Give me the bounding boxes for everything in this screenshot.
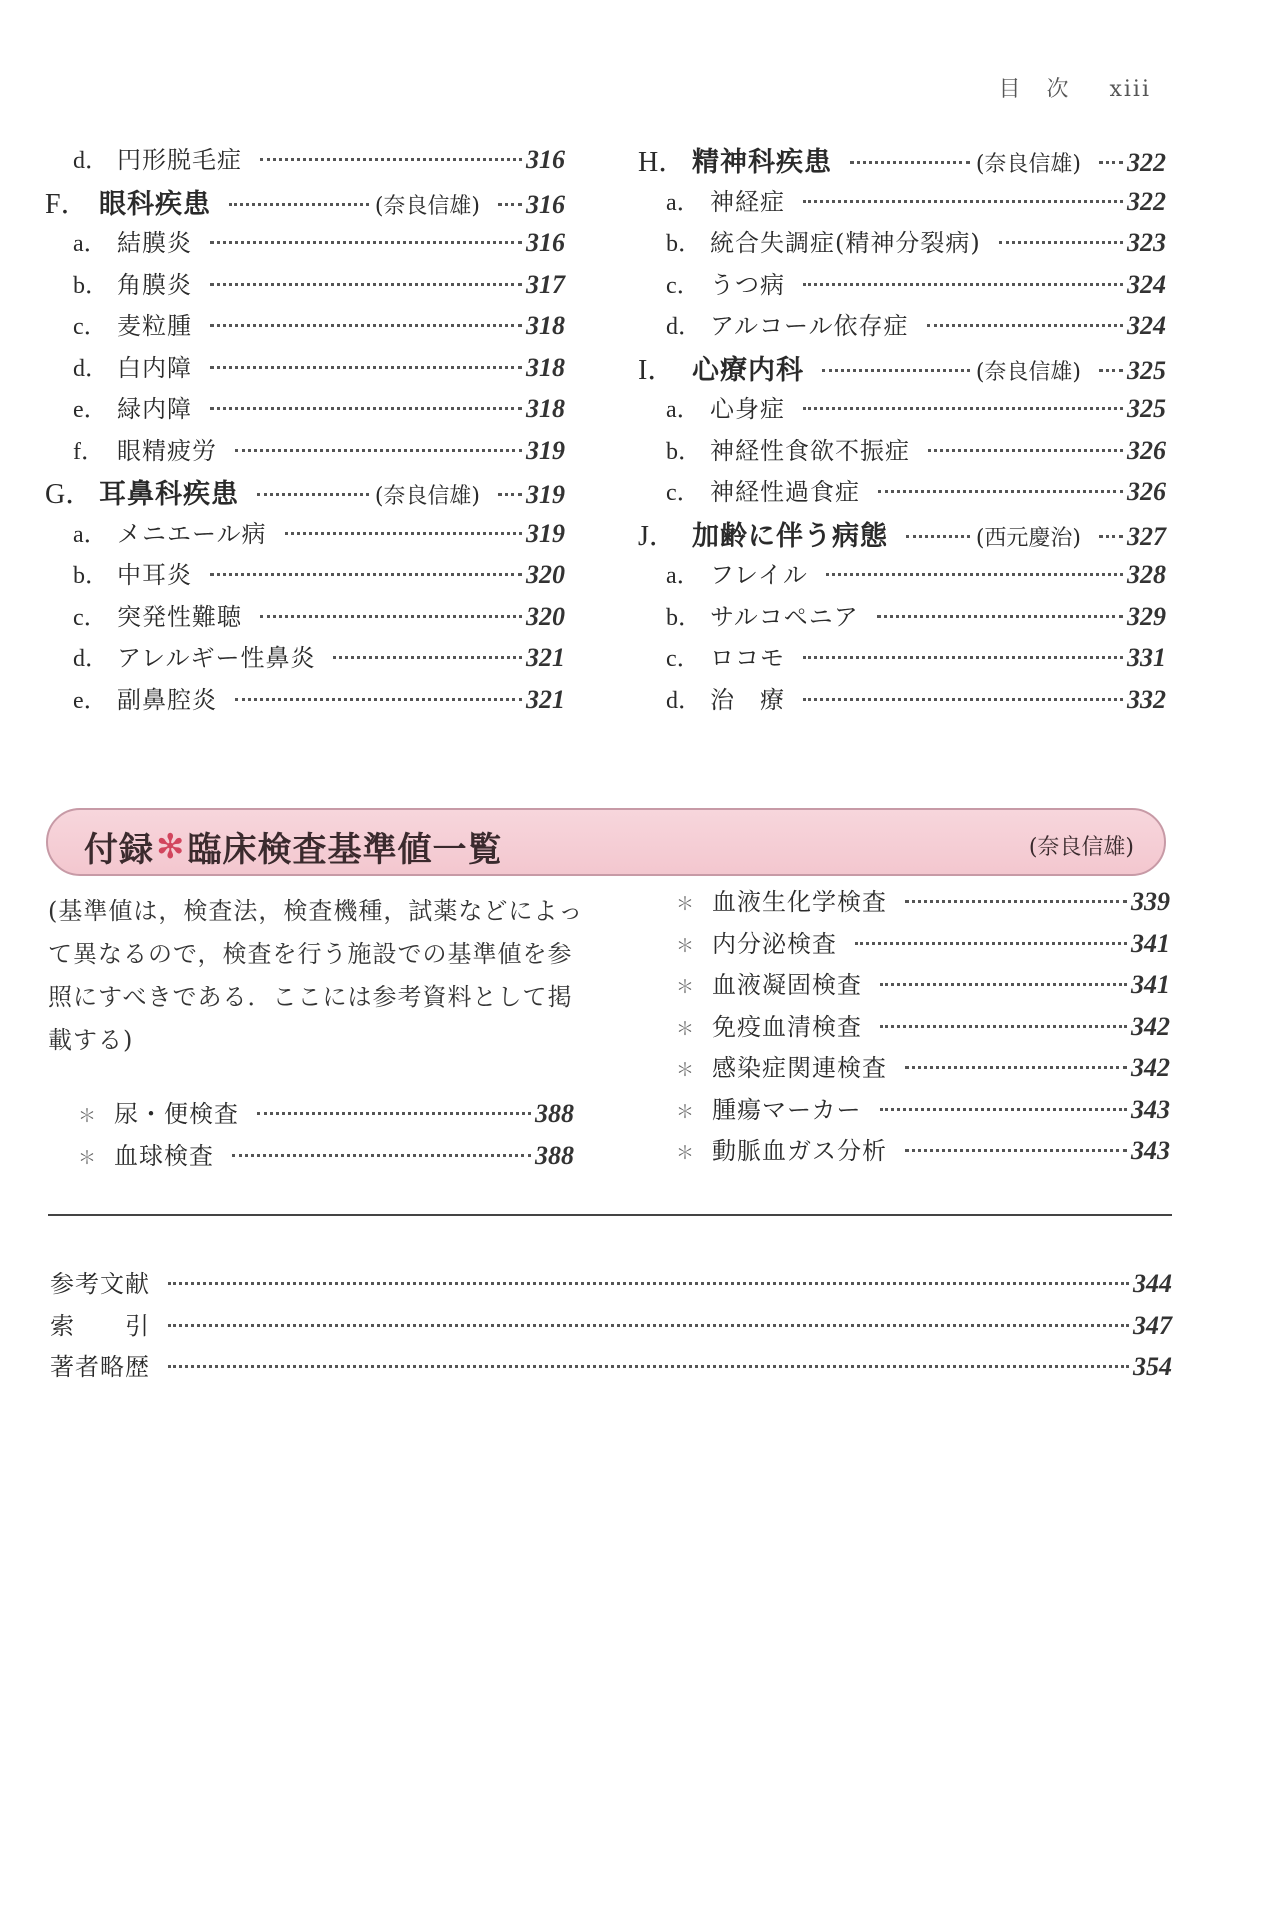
toc-entry[interactable] xyxy=(45,680,565,722)
leader-dots xyxy=(168,1282,1129,1285)
entry-letter: a． xyxy=(73,521,108,548)
leader-dots xyxy=(260,615,522,618)
entry-title: メニエール病 xyxy=(117,519,267,548)
entry-page-number: 316 xyxy=(526,189,565,219)
toc-entry[interactable] xyxy=(45,431,565,473)
leader-dots xyxy=(1099,535,1123,538)
entry-letter: b． xyxy=(73,272,109,299)
entry-title: サルコペニア xyxy=(710,602,859,631)
entry-label xyxy=(666,306,909,341)
entry-title: 副鼻腔炎 xyxy=(117,685,217,714)
entry-label xyxy=(638,514,888,554)
entry-page-number: 344 xyxy=(1133,1269,1172,1298)
leader-dots xyxy=(855,942,1127,945)
leader-dots xyxy=(905,1149,1127,1152)
entry-title: 神経性過食症 xyxy=(710,478,860,506)
leader-dots xyxy=(880,1025,1127,1028)
leader-dots xyxy=(1099,369,1123,372)
entry-label xyxy=(638,348,804,388)
leader-dots xyxy=(999,241,1123,244)
entry-title: 神経性食欲不振症 xyxy=(710,436,910,465)
toc-entry[interactable] xyxy=(45,555,565,597)
toc-entry[interactable] xyxy=(638,472,1166,514)
entry-page-number: 331 xyxy=(1127,643,1166,672)
leader-dots xyxy=(210,324,522,327)
flower-icon: ✻ xyxy=(156,826,186,867)
entry-page-number: 388 xyxy=(535,1140,574,1170)
toc-section-entry[interactable] xyxy=(45,182,565,224)
toc-left-column xyxy=(45,140,565,721)
asterisk-icon: ＊ xyxy=(676,935,694,957)
leader-dots xyxy=(803,656,1123,659)
leader-dots xyxy=(210,283,522,286)
leader-dots xyxy=(1099,161,1123,164)
entry-title: 免疫血清検査 xyxy=(712,1012,862,1041)
entry-title: 感染症関連検査 xyxy=(712,1054,887,1082)
asterisk-icon: ＊ xyxy=(676,1101,694,1123)
entry-page-number: 327 xyxy=(1127,521,1166,551)
asterisk-icon: ＊ xyxy=(676,977,694,998)
entry-page-number: 321 xyxy=(526,643,565,672)
leader-dots xyxy=(229,203,369,206)
entry-letter: H． xyxy=(638,147,687,178)
appendix-note: (基準値は，検査法，検査機種，試薬などによって異なるので，検査を行う施設での基準値を参照にすべきである．ここには参考資料として掲載する) xyxy=(48,897,584,1054)
entry-title: 統合失調症(精神分裂病) xyxy=(710,229,981,257)
leader-dots xyxy=(906,535,970,538)
appendix-title-suffix: 臨床検査基準値一覧 xyxy=(187,830,503,870)
leader-dots xyxy=(210,407,522,410)
toc-entry[interactable] xyxy=(638,306,1166,348)
appendix-entry[interactable] xyxy=(78,1136,574,1178)
entry-page-number: 354 xyxy=(1133,1352,1172,1381)
leader-dots xyxy=(232,1154,531,1157)
entry-title: 白内障 xyxy=(117,353,192,382)
entry-title: 結膜炎 xyxy=(117,229,192,257)
header-title: 目 次 xyxy=(998,77,1071,102)
entry-page-number: 325 xyxy=(1127,394,1166,423)
toc-entry[interactable] xyxy=(45,306,565,348)
running-header xyxy=(998,72,1151,103)
appendix-entry[interactable] xyxy=(676,965,1170,1007)
entry-label xyxy=(666,182,785,217)
entry-label xyxy=(666,389,785,424)
entry-letter: d． xyxy=(73,148,109,174)
entry-title: うつ病 xyxy=(710,270,785,299)
header-page-number: xiii xyxy=(1109,77,1151,102)
toc-section-entry[interactable] xyxy=(638,140,1166,182)
toc-entry[interactable] xyxy=(638,555,1166,597)
entry-letter: b． xyxy=(666,604,702,631)
back-matter-entry[interactable] xyxy=(50,1264,1172,1306)
entry-letter: c． xyxy=(666,272,701,299)
asterisk-icon: ＊ xyxy=(676,1143,694,1164)
entry-page-number: 341 xyxy=(1131,970,1170,999)
appendix-banner xyxy=(46,808,1166,876)
entry-letter: F． xyxy=(45,188,89,220)
appendix-entry[interactable] xyxy=(676,1090,1170,1132)
entry-title: 加齢に伴う病態 xyxy=(692,520,888,552)
entry-title: 突発性難聴 xyxy=(117,602,242,631)
toc-entry[interactable] xyxy=(638,638,1166,680)
entry-page-number: 319 xyxy=(526,480,565,509)
toc-entry[interactable] xyxy=(638,680,1166,722)
entry-page-number: 329 xyxy=(1127,601,1166,631)
entry-label xyxy=(666,265,785,300)
entry-title: アレルギー性鼻炎 xyxy=(117,644,316,672)
toc-entry[interactable] xyxy=(638,431,1166,473)
appendix-author: (奈良信雄) xyxy=(1028,835,1134,860)
leader-dots xyxy=(257,1112,531,1115)
leader-dots xyxy=(880,1108,1127,1111)
leader-dots xyxy=(210,573,522,576)
entry-letter: a． xyxy=(666,397,701,423)
entry-title: ロコモ xyxy=(710,644,785,672)
entry-label xyxy=(73,306,192,341)
leader-dots xyxy=(803,698,1123,701)
leader-dots xyxy=(168,1324,1129,1327)
entry-letter: a． xyxy=(73,231,108,257)
leader-dots xyxy=(235,449,522,452)
entry-title: アルコール依存症 xyxy=(710,312,909,340)
back-matter-entry[interactable] xyxy=(50,1347,1172,1389)
appendix-entry[interactable] xyxy=(676,1048,1170,1090)
entry-letter: a． xyxy=(666,189,701,216)
leader-dots xyxy=(803,283,1123,286)
entry-title: 著者略歴 xyxy=(50,1353,150,1381)
entry-label xyxy=(638,140,832,180)
entry-page-number: 318 xyxy=(526,394,565,423)
entry-label xyxy=(45,182,211,222)
entry-title: 眼精疲労 xyxy=(117,436,217,465)
entry-label xyxy=(73,140,242,175)
back-matter-list xyxy=(50,1264,1172,1389)
entry-label xyxy=(73,265,192,300)
leader-dots xyxy=(333,656,522,659)
entry-label xyxy=(73,223,192,258)
entry-author: (奈良信雄) xyxy=(975,152,1081,177)
entry-letter: J． xyxy=(638,520,677,552)
entry-title: フレイル xyxy=(710,561,808,589)
entry-title: 血液凝固検査 xyxy=(712,971,862,999)
entry-page-number: 341 xyxy=(1131,928,1170,958)
leader-dots xyxy=(877,615,1123,618)
entry-page-number: 320 xyxy=(526,601,565,631)
entry-label xyxy=(73,389,192,424)
entry-page-number: 321 xyxy=(526,684,565,714)
entry-page-number: 332 xyxy=(1127,684,1166,714)
leader-dots xyxy=(826,573,1123,576)
entry-label xyxy=(666,555,808,590)
leader-dots xyxy=(803,407,1123,410)
section-divider xyxy=(48,1214,1172,1216)
entry-title: 心療内科 xyxy=(692,354,804,386)
asterisk-icon: ＊ xyxy=(676,1018,694,1040)
toc-right-column xyxy=(638,140,1166,721)
entry-title: 参考文献 xyxy=(50,1270,150,1298)
entry-letter: d． xyxy=(73,355,109,382)
entry-letter: c． xyxy=(73,314,108,340)
back-matter-entry[interactable] xyxy=(50,1306,1172,1348)
entry-title: 治 療 xyxy=(710,685,785,714)
toc-entry[interactable] xyxy=(638,265,1166,307)
entry-letter: I． xyxy=(638,354,676,386)
asterisk-icon: ＊ xyxy=(676,894,694,915)
entry-title: 円形脱毛症 xyxy=(117,146,242,174)
entry-title: 血球検査 xyxy=(114,1141,214,1170)
asterisk-icon: ＊ xyxy=(676,1060,694,1081)
entry-page-number: 322 xyxy=(1127,148,1166,177)
toc-entry[interactable] xyxy=(45,140,565,182)
leader-dots xyxy=(257,493,369,496)
leader-dots xyxy=(498,203,522,206)
entry-title: 動脈血ガス分析 xyxy=(712,1137,887,1165)
entry-title: 血液生化学検査 xyxy=(712,888,887,916)
entry-label xyxy=(73,348,192,383)
leader-dots xyxy=(235,698,522,701)
leader-dots xyxy=(285,532,522,535)
entry-letter: c． xyxy=(666,480,701,506)
entry-title: 耳鼻科疾患 xyxy=(99,479,239,510)
leader-dots xyxy=(210,366,522,369)
entry-label xyxy=(73,555,192,590)
entry-letter: d． xyxy=(666,314,702,340)
entry-title: 緑内障 xyxy=(117,395,192,423)
entry-page-number: 322 xyxy=(1127,186,1166,216)
entry-page-number: 318 xyxy=(526,311,565,340)
entry-label xyxy=(666,638,785,673)
leader-dots xyxy=(210,241,522,244)
leader-dots xyxy=(927,324,1123,327)
appendix-entry[interactable] xyxy=(78,1094,574,1136)
appendix-entry[interactable] xyxy=(676,1131,1170,1173)
entry-page-number: 347 xyxy=(1133,1310,1172,1340)
appendix-title-prefix: 付録 xyxy=(84,830,154,870)
entry-letter: c． xyxy=(73,604,108,631)
entry-page-number: 343 xyxy=(1131,1094,1170,1124)
entry-letter: G． xyxy=(45,479,94,510)
entry-page-number: 323 xyxy=(1127,228,1166,257)
entry-label xyxy=(73,680,217,715)
appendix-entry[interactable] xyxy=(676,1007,1170,1049)
appendix-entry[interactable] xyxy=(676,882,1170,924)
entry-letter: e． xyxy=(73,687,108,714)
appendix-left-list xyxy=(78,1094,574,1177)
entry-label xyxy=(666,472,860,507)
entry-title: 中耳炎 xyxy=(117,561,192,589)
entry-label xyxy=(73,597,242,632)
leader-dots xyxy=(880,983,1127,986)
appendix-right-list xyxy=(676,882,1170,1173)
entry-page-number: 326 xyxy=(1127,435,1166,465)
entry-page-number: 316 xyxy=(526,145,565,174)
entry-label xyxy=(666,597,859,632)
appendix-entry[interactable] xyxy=(676,924,1170,966)
entry-page-number: 325 xyxy=(1127,355,1166,385)
entry-author: (奈良信雄) xyxy=(975,359,1081,385)
entry-letter: d． xyxy=(73,646,109,672)
entry-title: 尿・便検査 xyxy=(114,1100,239,1128)
entry-title: 索 引 xyxy=(50,1311,150,1340)
leader-dots xyxy=(905,1066,1127,1069)
entry-page-number: 324 xyxy=(1127,311,1166,340)
entry-page-number: 339 xyxy=(1131,887,1170,916)
entry-title: 心身症 xyxy=(710,395,785,423)
leader-dots xyxy=(803,200,1123,203)
asterisk-icon: ＊ xyxy=(78,1106,96,1127)
toc-entry[interactable] xyxy=(45,265,565,307)
toc-entry[interactable] xyxy=(45,348,565,390)
toc-entry[interactable] xyxy=(45,223,565,265)
entry-label xyxy=(73,431,217,466)
toc-entry[interactable] xyxy=(638,182,1166,224)
entry-page-number: 320 xyxy=(526,560,565,589)
entry-page-number: 343 xyxy=(1131,1136,1170,1165)
entry-title: 内分泌検査 xyxy=(712,929,837,958)
entry-author: (奈良信雄) xyxy=(374,484,480,509)
entry-page-number: 319 xyxy=(526,518,565,548)
entry-title: 神経症 xyxy=(710,187,785,216)
entry-letter: a． xyxy=(666,563,701,589)
toc-section-entry[interactable] xyxy=(638,348,1166,390)
entry-page-number: 328 xyxy=(1127,560,1166,589)
entry-letter: e． xyxy=(73,397,108,423)
entry-page-number: 324 xyxy=(1127,269,1166,299)
leader-dots xyxy=(878,490,1123,493)
entry-letter: b． xyxy=(666,438,702,465)
leader-dots xyxy=(168,1365,1129,1368)
leader-dots xyxy=(498,493,522,496)
toc-entry[interactable] xyxy=(638,389,1166,431)
leader-dots xyxy=(928,449,1123,452)
entry-title: 角膜炎 xyxy=(117,270,192,299)
toc-entry[interactable] xyxy=(45,597,565,639)
entry-title: 麦粒腫 xyxy=(117,312,192,340)
leader-dots xyxy=(850,161,970,164)
toc-entry[interactable] xyxy=(45,514,565,556)
entry-label xyxy=(666,431,910,466)
leader-dots xyxy=(905,900,1127,903)
entry-page-number: 317 xyxy=(526,269,565,299)
toc-entry[interactable] xyxy=(45,389,565,431)
entry-page-number: 319 xyxy=(526,435,565,465)
entry-page-number: 326 xyxy=(1127,477,1166,506)
entry-letter: b． xyxy=(73,563,109,589)
entry-letter: b． xyxy=(666,231,702,257)
entry-author: (西元慶治) xyxy=(975,525,1081,551)
entry-page-number: 318 xyxy=(526,352,565,382)
entry-letter: c． xyxy=(666,646,701,672)
entry-title: 眼科疾患 xyxy=(99,188,211,220)
entry-title: 精神科疾患 xyxy=(692,147,832,178)
entry-page-number: 342 xyxy=(1131,1011,1170,1041)
entry-label xyxy=(666,223,981,258)
appendix-title xyxy=(84,822,503,871)
leader-dots xyxy=(260,158,522,161)
entry-letter: f． xyxy=(73,438,105,465)
toc-entry[interactable] xyxy=(638,223,1166,265)
entry-label xyxy=(73,514,267,549)
entry-author: (奈良信雄) xyxy=(374,193,480,219)
entry-page-number: 316 xyxy=(526,228,565,257)
toc-section-entry[interactable] xyxy=(638,514,1166,556)
toc-section-entry[interactable] xyxy=(45,472,565,514)
entry-title: 腫瘍マーカー xyxy=(712,1095,862,1124)
toc-entry[interactable] xyxy=(638,597,1166,639)
entry-label xyxy=(666,680,785,715)
asterisk-icon: ＊ xyxy=(78,1147,96,1169)
entry-page-number: 342 xyxy=(1131,1053,1170,1082)
toc-entry[interactable] xyxy=(45,638,565,680)
entry-label xyxy=(73,638,315,673)
entry-page-number: 388 xyxy=(535,1099,574,1128)
entry-label xyxy=(45,472,239,512)
leader-dots xyxy=(822,369,970,372)
entry-letter: d． xyxy=(666,687,702,714)
